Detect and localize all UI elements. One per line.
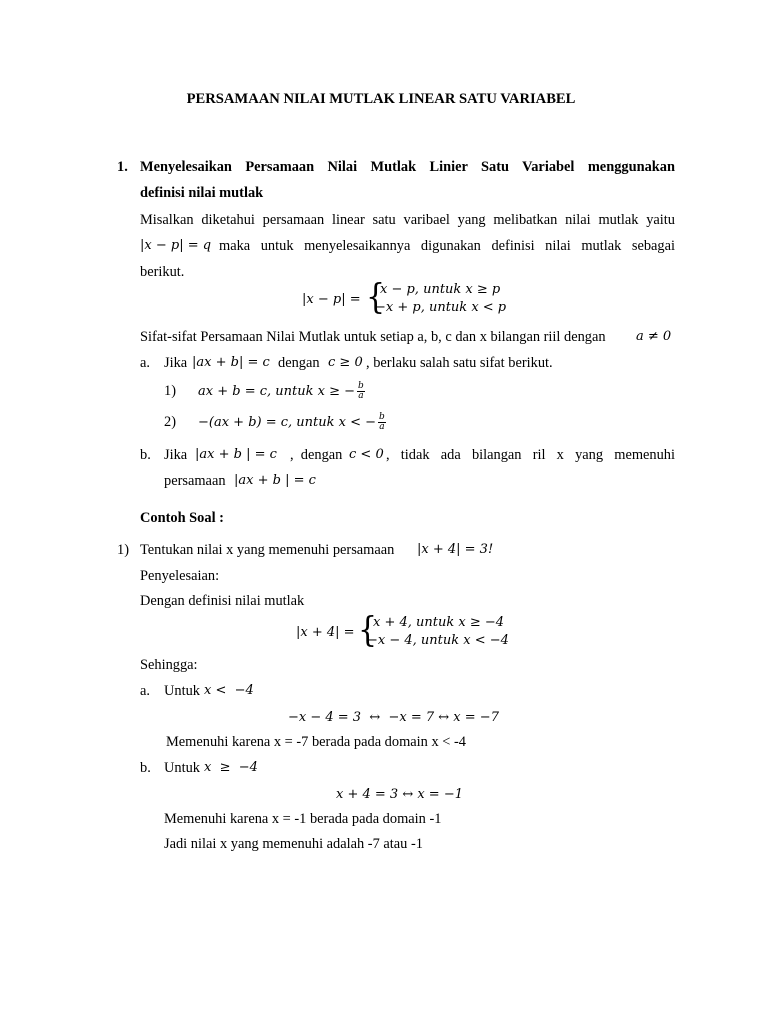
intro-line1: Misalkan diketahui persamaan linear satu varibael yang melibatkan nilai mutlak yaitu bbox=[140, 212, 675, 228]
a1-equation: ax + b = c, untuk x ≥ − $\frac{b}{a}$ bbox=[198, 381, 364, 401]
a2-equation: −(ax + b) = c, untuk x < − $\frac{b}{a}$ bbox=[198, 412, 385, 432]
left-brace-icon: { bbox=[358, 610, 378, 651]
example-definition-lhs: |x + 4| = bbox=[296, 625, 355, 640]
contoh-heading: Contoh Soal : bbox=[140, 510, 224, 526]
b-equation: |ax + b | = c bbox=[195, 447, 277, 462]
definition-case1: x − p, untuk x ≥ p bbox=[380, 282, 501, 297]
a-equation: |ax + b| = c bbox=[192, 355, 270, 370]
case-label-b: b. bbox=[140, 760, 151, 776]
case-b-condition: x ≥ −4 bbox=[204, 760, 258, 775]
page-title: PERSAMAAN NILAI MUTLAK LINEAR SATU VARIABEL bbox=[186, 91, 576, 107]
a-dengan: dengan bbox=[278, 355, 320, 371]
b-condition: c < 0 bbox=[349, 447, 384, 462]
section-heading-line2: definisi nilai mutlak bbox=[140, 185, 264, 201]
a-condition: c ≥ 0 bbox=[328, 355, 363, 370]
section-heading-line1: Menyelesaikan Persamaan Nilai Mutlak Linier Satu Variabel menggunakan bbox=[140, 159, 675, 175]
left-brace-icon: { bbox=[366, 277, 386, 318]
example-definition-case2: −x − 4, untuk x < −4 bbox=[367, 633, 509, 648]
sifat-condition: a ≠ 0 bbox=[636, 329, 672, 344]
list-label-a: a. bbox=[140, 355, 150, 371]
example-definition-case1: x + 4, untuk x ≥ −4 bbox=[373, 615, 505, 630]
b-dengan: , dengan bbox=[290, 447, 343, 463]
sublist-label-2: 2) bbox=[164, 414, 176, 430]
case-label-a: a. bbox=[140, 683, 150, 699]
case-b-untuk: Untuk bbox=[164, 760, 200, 776]
question-number: 1) bbox=[117, 542, 129, 558]
case-a-condition: x < −4 bbox=[204, 683, 254, 698]
b-line2: persamaan bbox=[164, 473, 226, 489]
b-line2-equation: |ax + b | = c bbox=[234, 473, 316, 488]
conclusion: Jadi nilai x yang memenuhi adalah -7 atau -1 bbox=[164, 836, 423, 852]
sublist-label-1: 1) bbox=[164, 383, 176, 399]
a-jika: Jika bbox=[164, 355, 188, 371]
question-equation: |x + 4| = 3! bbox=[417, 542, 494, 557]
dengan-definisi: Dengan definisi nilai mutlak bbox=[140, 593, 305, 609]
sifat-text: Sifat-sifat Persamaan Nilai Mutlak untuk setiap a, b, c dan x bilangan riil dengan bbox=[140, 329, 606, 345]
b-rest: , tidak ada bilangan ril x yang memenuhi bbox=[386, 447, 675, 463]
question-text: Tentukan nilai x yang memenuhi persamaan bbox=[140, 542, 395, 558]
penyelesaian-label: Penyelesaian: bbox=[140, 568, 220, 584]
case-b-solution: x + 4 = 3 ↔ x = −1 bbox=[336, 787, 463, 802]
list-label-b: b. bbox=[140, 447, 151, 463]
case-a-note: Memenuhi karena x = -7 berada pada domain x < -4 bbox=[166, 734, 466, 750]
definition-case2: −x + p, untuk x < p bbox=[375, 300, 507, 315]
intro-line3: berikut. bbox=[140, 264, 185, 280]
definition-lhs: |x − p| = bbox=[302, 292, 361, 307]
intro-line2: maka untuk menyelesaikannya digunakan definisi nilai mutlak sebagai bbox=[219, 238, 675, 254]
case-a-solution: −x − 4 = 3 ↔ −x = 7 ↔ x = −7 bbox=[288, 710, 499, 725]
case-b-note: Memenuhi karena x = -1 berada pada domain -1 bbox=[164, 811, 442, 827]
b-jika: Jika bbox=[164, 447, 188, 463]
sehingga-label: Sehingga: bbox=[140, 657, 198, 673]
case-a-untuk: Untuk bbox=[164, 683, 200, 699]
a-rest: , berlaku salah satu sifat berikut. bbox=[366, 355, 553, 371]
section-number: 1. bbox=[117, 159, 128, 175]
intro-equation: |x − p| = q bbox=[140, 238, 212, 253]
